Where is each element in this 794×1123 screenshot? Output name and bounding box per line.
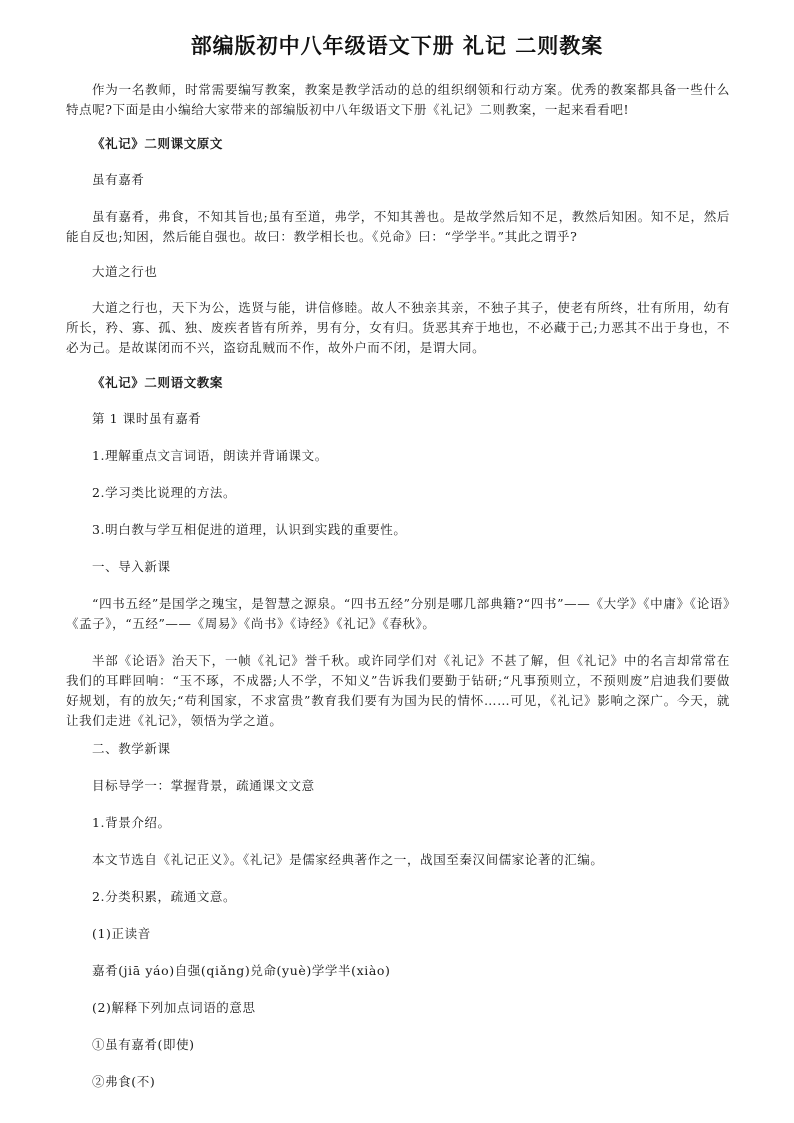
list-item: ②弗食(不): [92, 1074, 156, 1089]
lesson-title: 第 1 课时虽有嘉肴: [92, 411, 202, 426]
subheading-da-dao-zhi-xing: 大道之行也: [92, 264, 158, 279]
section-heading-lesson-plan: 《礼记》二则语文教案: [92, 375, 224, 390]
objective-item: 2.学习类比说理的方法。: [92, 485, 237, 500]
section-heading-new-lesson: 二、教学新课: [92, 741, 171, 756]
text-paragraph: “四书五经”是国学之瑰宝，是智慧之源泉。“四书五经”分别是哪几部典籍?“四书”——《大学》《中庸》《论语》《孟子》，“五经”——《周易》《尚书》《诗经》《礼记》《春秋》。: [66, 596, 730, 631]
list-item: (1)正读音: [92, 926, 151, 941]
subheading-sui-you-jia-yao: 虽有嘉肴: [92, 172, 145, 187]
text-paragraph: 本文节选自《礼记正义》。《礼记》是儒家经典著作之一，战国至秦汉间儒家论著的汇编。: [92, 852, 604, 867]
intro-paragraph: 作为一名教师，时常需要编写教案，教案是教学活动的总的组织纲领和行动方案。优秀的教案都具备一些什么特点呢?下面是由小编给大家带来的部编版初中八年级语文下册《礼记》二则教案，一起来看看吧!: [66, 82, 730, 117]
text-paragraph: 半部《论语》治天下，一帧《礼记》誉千秋。或许同学们对《礼记》不甚了解，但《礼记》中的名言却常常在我们的耳畔回响：“玉不琢，不成器;人不学，不知义”告诉我们要勤于钻研;“凡事预则立，不预则废”启迪我们要做好规划，有的放矢;“苟利国家，不求富贵”教育我们要有为国为民的情怀……可见，《礼记》影响之深广。今天，就让我们走进《礼记》，领悟为学之道。: [66, 653, 730, 728]
list-item: (2)解释下列加点词语的意思: [92, 1000, 256, 1015]
page-title: 部编版初中八年级语文下册 礼记 二则教案: [190, 34, 604, 58]
section-heading-intro: 一、导入新课: [92, 559, 171, 574]
list-item: 1.背景介绍。: [92, 815, 171, 830]
list-item: 2.分类积累，疏通文意。: [92, 889, 237, 904]
goal-heading: 目标导学一：掌握背景，疏通课文文意: [92, 778, 315, 793]
list-item: ①虽有嘉肴(即使): [92, 1037, 195, 1052]
text-paragraph: 大道之行也，天下为公，选贤与能，讲信修睦。故人不独亲其亲，不独子其子，使老有所终，壮有所用，幼有所长，矜、寡、孤、独、废疾者皆有所养，男有分，女有归。货恶其弃于地也，不必藏于己;力恶其不出于身也，不必为己。是故谋闭而不兴，盗窃乱贼而不作，故外户而不闭，是谓大同。: [66, 300, 730, 355]
pronunciation-line: 嘉肴(jiā yáo)自强(qiǎng)兑命(yuè)学学半(xiào): [92, 963, 391, 978]
text-paragraph: 虽有嘉肴，弗食，不知其旨也;虽有至道，弗学，不知其善也。是故学然后知不足，教然后知困。知不足，然后能自反也;知困，然后能自强也。故曰：教学相长也。《兑命》曰：“学学半。”其此之谓乎?: [66, 209, 730, 244]
objective-item: 3.明白教与学互相促进的道理，认识到实践的重要性。: [92, 522, 407, 537]
objective-item: 1.理解重点文言词语，朗读并背诵课文。: [92, 448, 328, 463]
section-heading-original-text: 《礼记》二则课文原文: [92, 136, 224, 151]
